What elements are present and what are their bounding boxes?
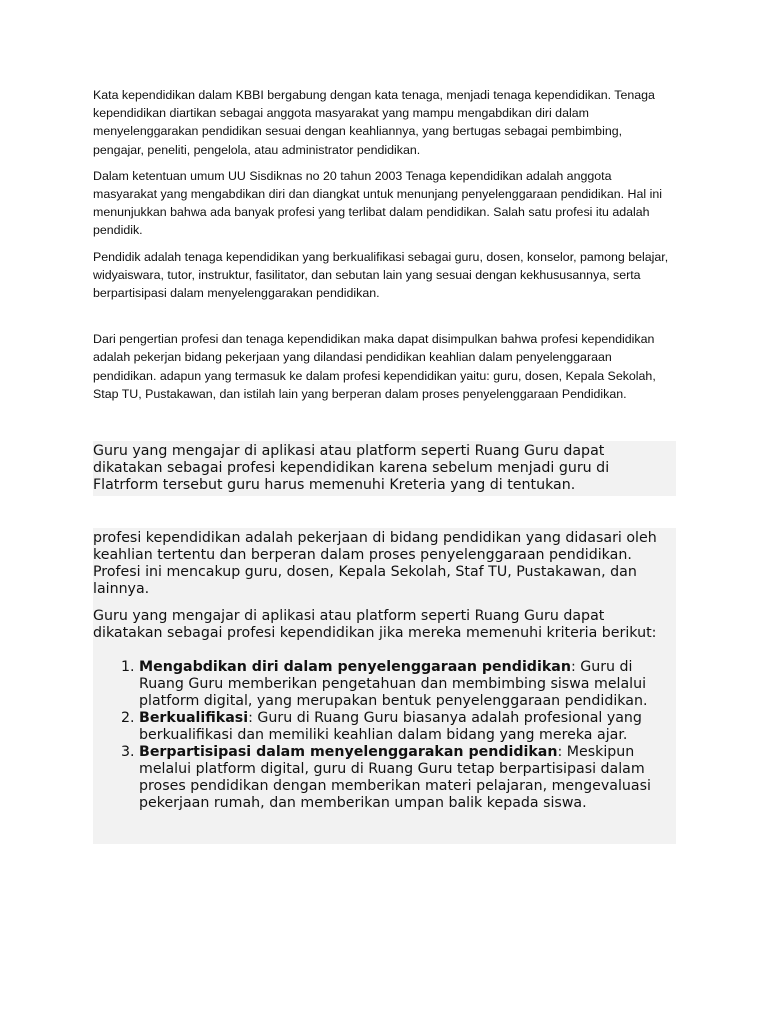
- criteria-item: [139, 659, 676, 710]
- answer-text: Guru yang mengajar di aplikasi atau platform seperti Ruang Guru dapat dikatakan sebagai profesi kependidikan karena sebelum menjadi guru di Flatrform tersebut guru harus memenuhi Kreteria yang di tentukan.: [93, 443, 610, 494]
- criteria-desc: : Guru di Ruang Guru memberikan pengetahuan dan membimbing siswa melalui platform digital, yang merupakan bentuk penyelenggaraan pendidikan.: [139, 659, 648, 710]
- document-page: [93, 86, 676, 844]
- criteria-term: Berkualifikasi: [139, 710, 249, 727]
- criteria-list: [93, 659, 676, 812]
- paragraph-kbbi-definition: Kata kependidikan dalam KBBI bergabung dengan kata tenaga, menjadi tenaga kependidikan. Tenaga kependidikan diartikan sebagai anggota masyarakat yang mampu mengabdikan diri dalam menyelenggarakan pendidikan sesuai dengan keahliannya, yang bertugas sebagai pembimbing, pengajar, peneliti, pengelola, atau administrator pendidikan.: [93, 88, 655, 157]
- explanation-intro: profesi kependidikan adalah pekerjaan di bidang pendidikan yang didasari oleh keahlian tertentu dan berperan dalam proses penyelenggaraan pendidikan. Profesi ini mencakup guru, dosen, Kepala Sekolah, Staf TU, Pustakawan, dan lainnya.: [93, 530, 657, 598]
- explanation-lead: Guru yang mengajar di aplikasi atau platform seperti Ruang Guru dapat dikatakan sebagai profesi kependidikan jika mereka memenuhi kriteria berikut:: [93, 608, 657, 642]
- explanation-block: [93, 528, 676, 844]
- criteria-term: Mengabdikan diri dalam penyelenggaraan pendidikan: [139, 659, 571, 676]
- criteria-term: Berpartisipasi dalam menyelenggarakan pendidikan: [139, 744, 558, 761]
- paragraph-conclusion: Dari pengertian profesi dan tenaga kependidikan maka dapat disimpulkan bahwa profesi kependidikan adalah pekerjan bidang pekerjaan yang dilandasi pendidikan keahlian dalam penyelenggaraan pendidikan. adapun yang termasuk ke dalam profesi kependidikan yaitu: guru, dosen, Kepala Sekolah, Stap TU, Pustakawan, dan istilah lain yang berperan dalam proses penyelenggaraan Pendidikan.: [93, 332, 656, 401]
- paragraph-pendidik: Pendidik adalah tenaga kependidikan yang berkualifikasi sebagai guru, dosen, konselor, pamong belajar, widyaiswara, tutor, instruktur, fasilitator, dan sebutan lain yang sesuai dengan kekhususannya, serta berpartisipasi dalam menyelenggarakan pendidikan.: [93, 249, 669, 301]
- criteria-desc: : Guru di Ruang Guru biasanya adalah profesional yang berkualifikasi dan memiliki keahlian dalam bidang yang mereka ajar.: [139, 710, 642, 744]
- answer-block: [93, 441, 676, 496]
- paragraph-uu-sisdiknas: Dalam ketentuan umum UU Sisdiknas no 20 tahun 2003 Tenaga kependidikan adalah anggota masyarakat yang mengabdikan diri dan diangkat untuk menunjang penyelenggaraan pendidikan. Hal ini menunjukkan bahwa ada banyak profesi yang terlibat dalam pendidikan. Salah satu profesi itu adalah pendidik.: [93, 168, 662, 238]
- criteria-item: [139, 710, 676, 744]
- criteria-item: [139, 744, 676, 812]
- criteria-desc: : Meskipun melalui platform digital, guru di Ruang Guru tetap berpartisipasi dalam proses pendidikan dengan memberikan materi pelajaran, mengevaluasi pekerjaan rumah, dan memberikan umpan balik kepada siswa.: [139, 744, 651, 812]
